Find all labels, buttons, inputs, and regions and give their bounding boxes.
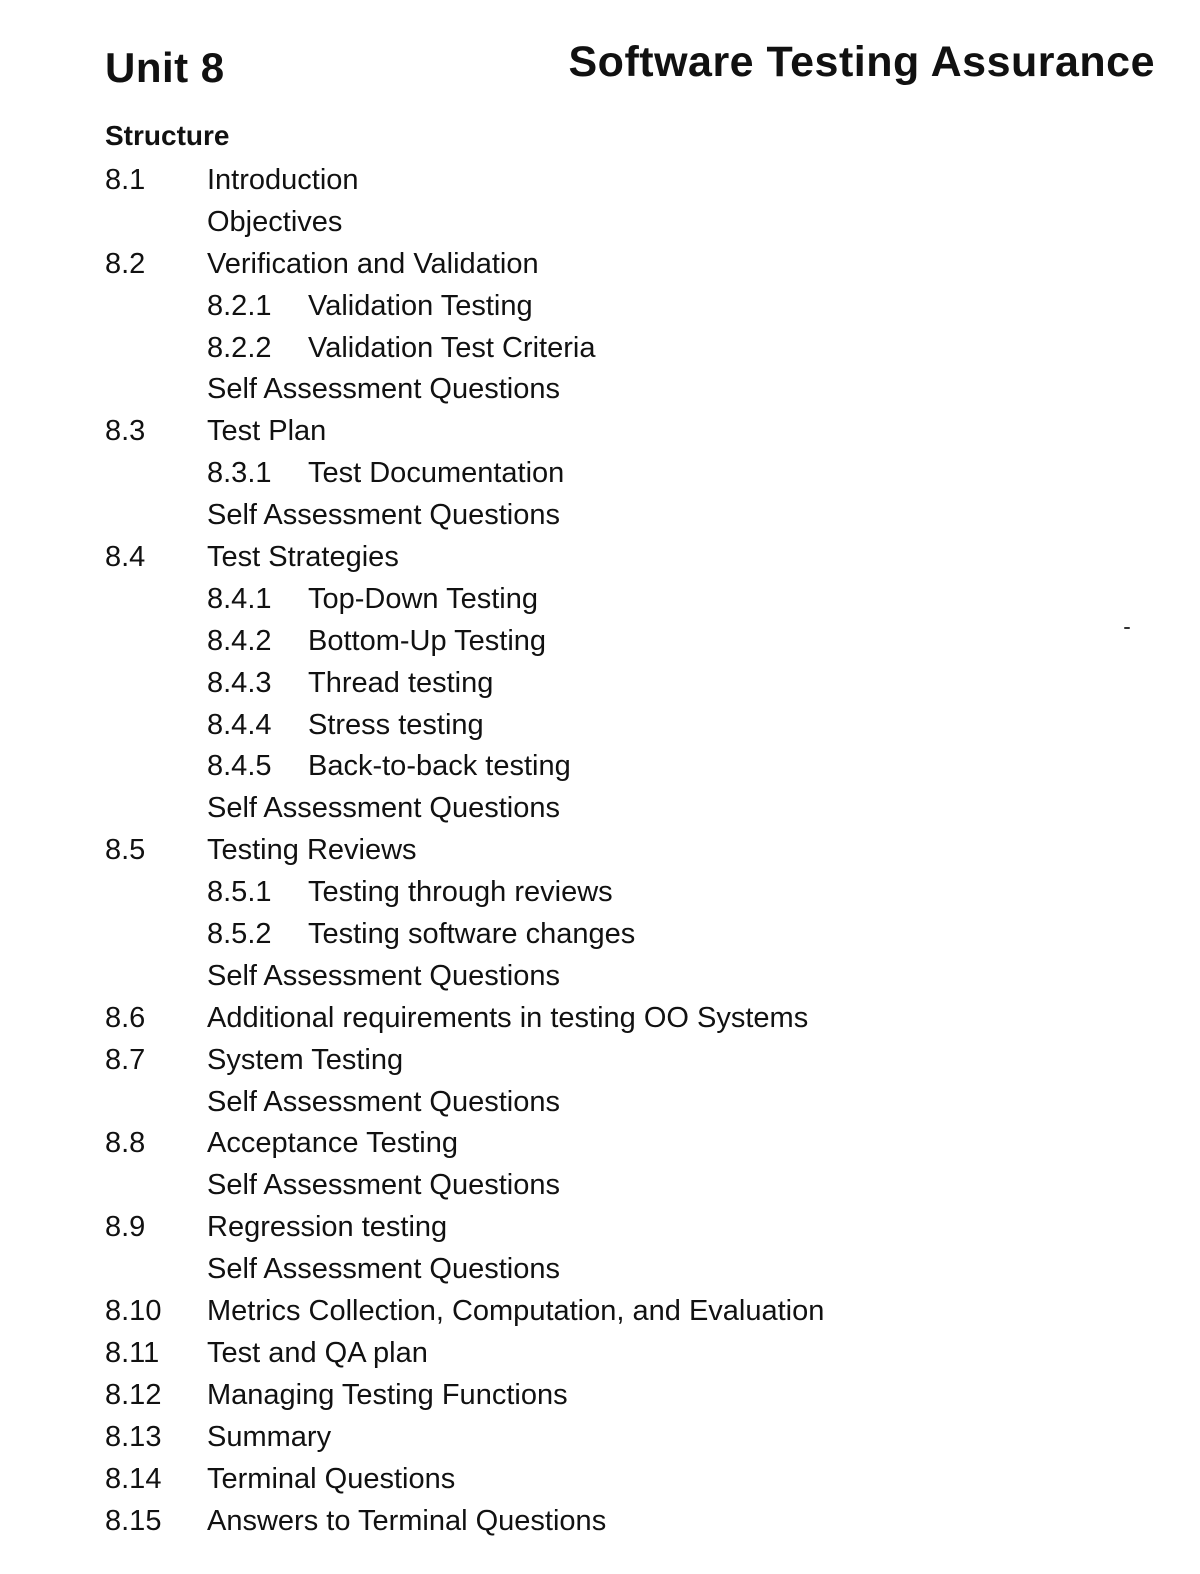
- toc-entry: [105, 830, 1105, 872]
- toc-entry-number: 8.5.1: [207, 876, 272, 909]
- toc-entry: [105, 579, 1105, 621]
- toc-entry-number: 8.9: [105, 1211, 146, 1244]
- toc-entry-number: 8.3: [105, 415, 146, 448]
- toc-entry-number: 8.5.2: [207, 918, 272, 951]
- toc-entry-label: System Testing: [207, 1043, 404, 1076]
- toc-entry: [105, 411, 1105, 453]
- toc-entry-label: Introduction: [207, 164, 359, 196]
- toc-entry-label: Additional requirements in testing OO Systems: [207, 1001, 809, 1034]
- toc-entry: [105, 621, 1105, 663]
- page-header: [105, 38, 1155, 102]
- toc-entry-label: Testing Reviews: [207, 834, 417, 867]
- toc-entry: [105, 1123, 1105, 1165]
- toc-entry-number: 8.8: [105, 1127, 146, 1160]
- toc-entry-label: Self Assessment Questions: [207, 1085, 560, 1118]
- structure-heading: Structure: [105, 120, 230, 151]
- toc-entry-label: Self Assessment Questions: [207, 499, 560, 532]
- scan-speck: [1124, 627, 1130, 629]
- page-title: Software Testing Assurance: [568, 38, 1155, 86]
- toc-entry: [105, 202, 1105, 244]
- toc-entry-label: Managing Testing Functions: [207, 1378, 568, 1411]
- toc-entry: [105, 1459, 1105, 1501]
- toc-entry-label: Summary: [207, 1420, 332, 1453]
- toc-entry-label: Test and QA plan: [207, 1336, 428, 1369]
- toc-entry: [105, 788, 1105, 830]
- toc-entry: [105, 1082, 1105, 1124]
- toc-entry-number: 8.7: [105, 1043, 146, 1076]
- toc-entry: [105, 453, 1105, 495]
- toc-entry: [105, 286, 1105, 328]
- toc-entry: [105, 663, 1105, 705]
- toc-entry-label: Thread testing: [308, 666, 494, 699]
- toc-entry-number: 8.13: [105, 1420, 162, 1453]
- toc-entry-label: Metrics Collection, Computation, and Evaluation: [207, 1295, 825, 1328]
- toc-entry-number: 8.5: [105, 834, 146, 867]
- toc-entry-number: 8.10: [105, 1295, 162, 1328]
- toc-entry-number: 8.1: [105, 164, 146, 196]
- toc-entry: [105, 956, 1105, 998]
- toc-entry: [105, 537, 1105, 579]
- toc-entry: [105, 1040, 1105, 1082]
- toc-entry-label: Validation Testing: [308, 289, 533, 322]
- toc-entry: [105, 369, 1105, 411]
- toc-entry-number: 8.4: [105, 541, 146, 574]
- toc-entry-label: Acceptance Testing: [207, 1127, 458, 1160]
- toc-entry-label: Objectives: [207, 205, 343, 238]
- toc-entry: [105, 914, 1105, 956]
- toc-entry: [105, 1165, 1105, 1207]
- toc-entry-label: Testing through reviews: [308, 876, 613, 909]
- toc-entry-number: 8.12: [105, 1378, 162, 1411]
- toc-entry-number: 8.2.1: [207, 289, 272, 322]
- toc-entry-number: 8.4.1: [207, 582, 272, 615]
- toc-entry-number: 8.4.3: [207, 666, 272, 699]
- toc-entry-number: 8.14: [105, 1462, 162, 1495]
- unit-number: Unit 8: [105, 44, 225, 91]
- toc-entry-label: Answers to Terminal Questions: [207, 1504, 607, 1537]
- table-of-contents: [105, 160, 1105, 1542]
- toc-entry-label: Self Assessment Questions: [207, 959, 560, 992]
- toc-entry: [105, 872, 1105, 914]
- toc-entry-number: 8.6: [105, 1001, 146, 1034]
- toc-entry-label: Test Plan: [207, 415, 327, 448]
- toc-entry: [105, 328, 1105, 370]
- toc-entry-label: Back-to-back testing: [308, 750, 571, 783]
- toc-entry-label: Verification and Validation: [207, 247, 539, 280]
- toc-entry-label: Stress testing: [308, 708, 484, 741]
- toc-entry: [105, 160, 1105, 202]
- toc-entry: [105, 1291, 1105, 1333]
- toc-entry-number: 8.15: [105, 1504, 162, 1537]
- toc-entry-label: Regression testing: [207, 1211, 448, 1244]
- toc-entry: [105, 705, 1105, 747]
- toc-entry-label: Validation Test Criteria: [308, 331, 596, 364]
- toc-entry: [105, 495, 1105, 537]
- toc-entry-label: Self Assessment Questions: [207, 373, 560, 406]
- toc-entry: [105, 1375, 1105, 1417]
- toc-entry-label: Self Assessment Questions: [207, 792, 560, 825]
- toc-entry: [105, 1417, 1105, 1459]
- toc-entry: [105, 1249, 1105, 1291]
- toc-entry: [105, 1501, 1105, 1543]
- toc-entry: [105, 1333, 1105, 1375]
- toc-entry: [105, 1207, 1105, 1249]
- toc-entry-label: Testing software changes: [308, 918, 636, 951]
- toc-entry: [105, 746, 1105, 788]
- toc-entry-number: 8.2.2: [207, 331, 272, 364]
- toc-entry-label: Test Documentation: [308, 457, 565, 490]
- toc-entry: [105, 244, 1105, 286]
- toc-entry-number: 8.3.1: [207, 457, 272, 490]
- toc-entry-number: 8.4.5: [207, 750, 272, 783]
- toc-entry-label: Self Assessment Questions: [207, 1169, 560, 1202]
- toc-entry-label: Terminal Questions: [207, 1462, 456, 1495]
- toc-entry-number: 8.4.2: [207, 624, 272, 657]
- toc-entry-label: Top-Down Testing: [308, 582, 538, 615]
- toc-entry-number: 8.11: [105, 1336, 160, 1369]
- toc-entry-label: Bottom-Up Testing: [308, 624, 547, 657]
- toc-entry-label: Self Assessment Questions: [207, 1253, 560, 1286]
- toc-entry-label: Test Strategies: [207, 541, 399, 574]
- toc-entry-number: 8.4.4: [207, 708, 272, 741]
- toc-entry-number: 8.2: [105, 247, 146, 280]
- toc-entry: [105, 998, 1105, 1040]
